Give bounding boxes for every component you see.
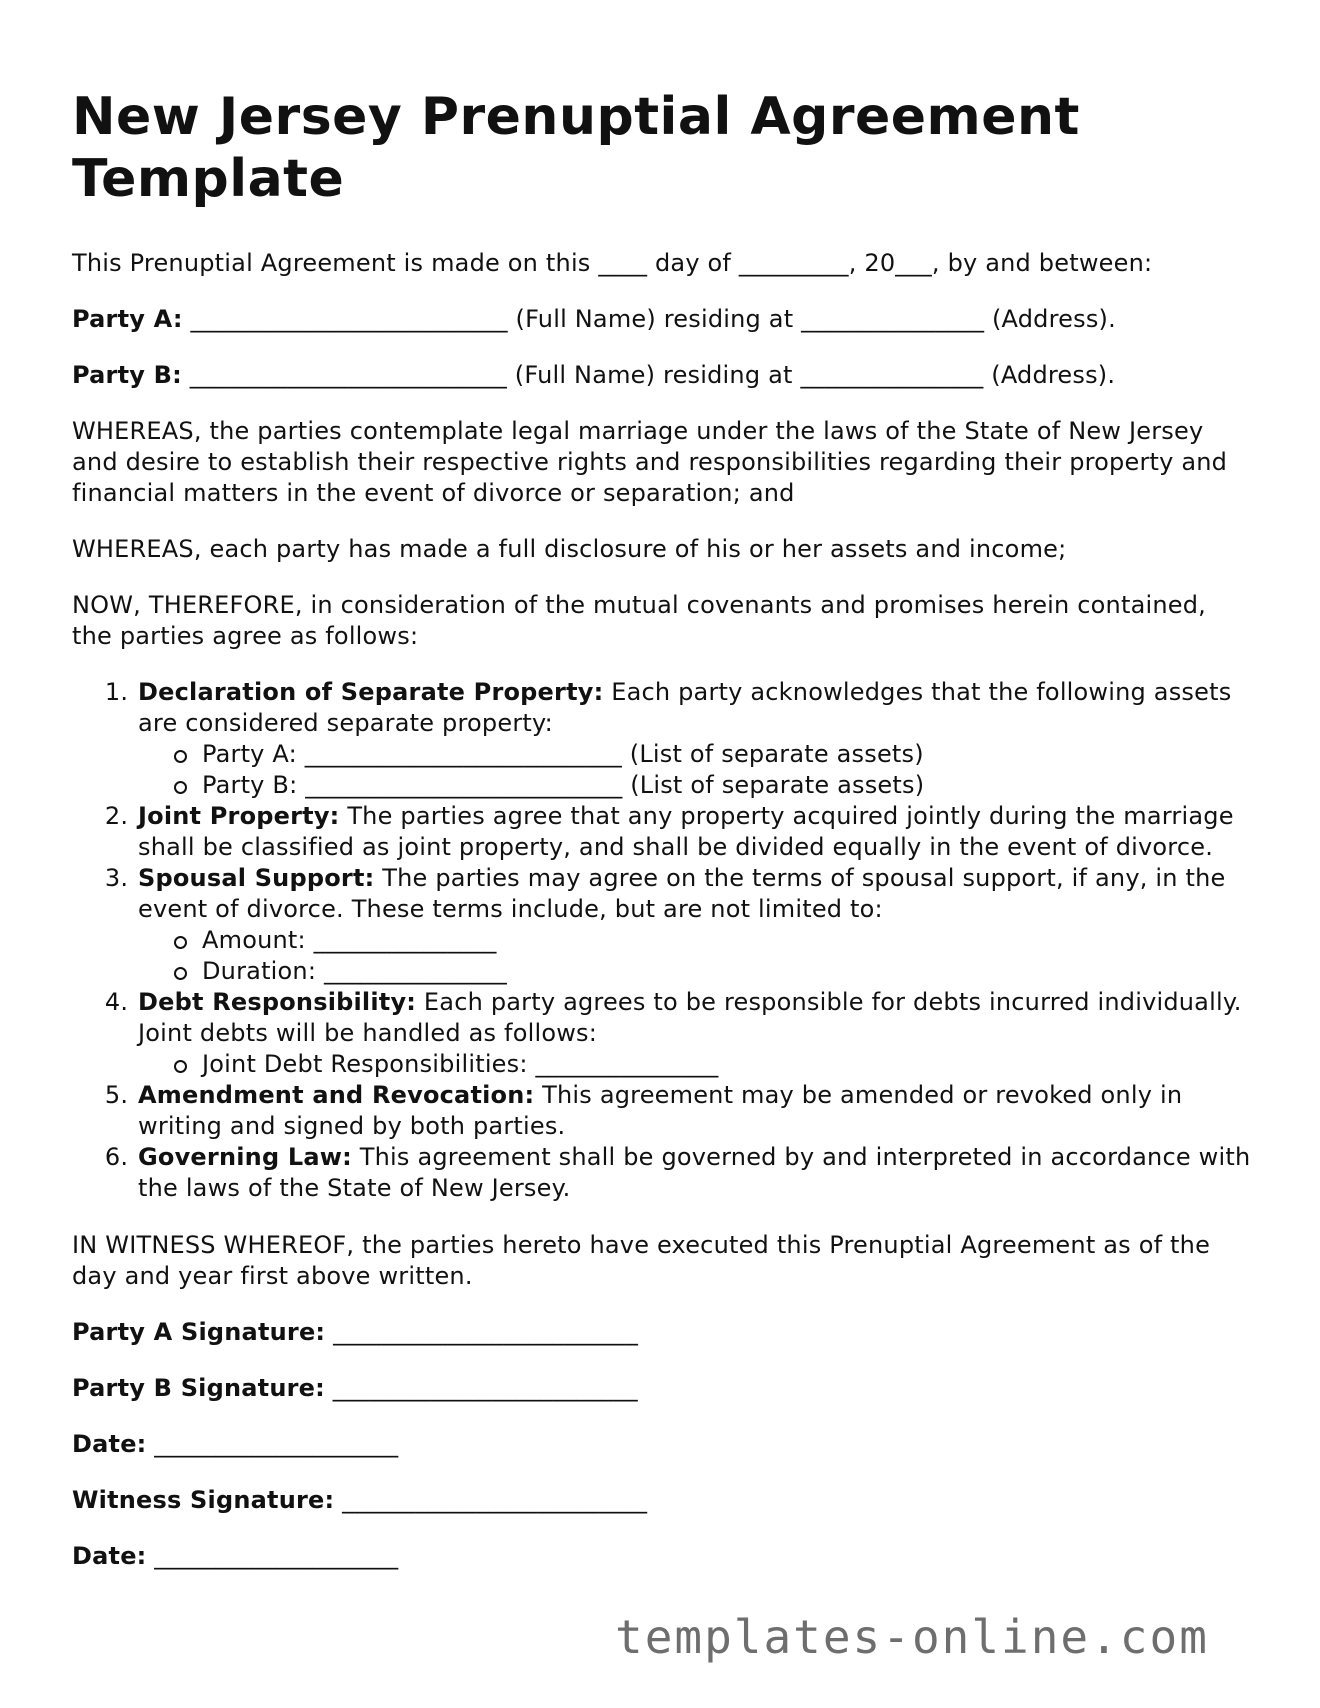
clause-heading: Governing Law: [138, 1143, 352, 1171]
party-a-fields: __________________________ (Full Name) residing at _______________ (Address). [182, 305, 1116, 333]
clause-spousal-support [136, 863, 1252, 987]
document-page [72, 86, 1252, 1597]
signature-blank: _________________________ [324, 1374, 638, 1402]
clause-joint-property [136, 801, 1252, 863]
document-title: New Jersey Prenuptial Agreement Template [72, 87, 1080, 209]
date-blank: ____________________ [146, 1430, 399, 1458]
clause-heading: Declaration of Separate Property: [138, 678, 604, 706]
clauses-list [72, 677, 1252, 1204]
sub-list [138, 1049, 1252, 1080]
sub-item: Party A: __________________________ (List of separate assets) [202, 739, 1252, 770]
date-blank: ____________________ [146, 1542, 399, 1570]
witness-signature-line [72, 1485, 1252, 1516]
signature-label: Party A Signature: [72, 1318, 326, 1346]
witness-clause: IN WITNESS WHEREOF, the parties hereto have executed this Prenuptial Agreement as of the day and year first above written. [72, 1231, 1211, 1290]
signature-blank: _________________________ [325, 1318, 639, 1346]
date-label: Date: [72, 1430, 147, 1458]
sub-item: Joint Debt Responsibilities: _______________ [202, 1049, 1252, 1080]
clause-separate-property [136, 677, 1252, 801]
sub-list [138, 739, 1252, 801]
date-label: Date: [72, 1542, 147, 1570]
signature-label: Witness Signature: [72, 1486, 335, 1514]
clause-text: The parties may agree on the terms of spousal support, if any, in the event of divorce. These terms include, but are not limited to: [138, 864, 1226, 923]
clause-heading: Debt Responsibility: [138, 988, 417, 1016]
clause-heading: Joint Property: [138, 802, 340, 830]
watermark: templates-online.com [615, 1610, 1209, 1664]
clause-heading: Spousal Support: [138, 864, 375, 892]
party-a-label: Party A: [72, 305, 183, 333]
sub-item: Amount: _______________ [202, 925, 1252, 956]
clause-text: This agreement shall be governed by and interpreted in accordance with the laws of the State of New Jersey. [138, 1143, 1251, 1202]
clause-text: This agreement may be amended or revoked only in writing and signed by both parties. [138, 1081, 1183, 1140]
party-a-line [72, 304, 1252, 335]
clause-text: The parties agree that any property acquired jointly during the marriage shall be classified as joint property, and shall be divided equally in the event of divorce. [138, 802, 1234, 861]
signature-label: Party B Signature: [72, 1374, 325, 1402]
clause-amendment-revocation [136, 1080, 1252, 1142]
intro-paragraph: This Prenuptial Agreement is made on this ____ day of _________, 20___, by and between: [72, 249, 1153, 277]
clause-debt-responsibility [136, 987, 1252, 1080]
party-b-fields: __________________________ (Full Name) residing at _______________ (Address). [181, 361, 1116, 389]
sub-list [138, 925, 1252, 987]
now-therefore-paragraph: NOW, THEREFORE, in consideration of the mutual covenants and promises herein contained, the parties agree as follows: [72, 591, 1206, 650]
sub-item: Party B: __________________________ (List of separate assets) [202, 770, 1252, 801]
clause-text: Each party acknowledges that the following assets are considered separate property: [138, 678, 1232, 737]
sub-item: Duration: _______________ [202, 956, 1252, 987]
clause-heading: Amendment and Revocation: [138, 1081, 535, 1109]
party-b-line [72, 360, 1252, 391]
clause-text: Each party agrees to be responsible for debts incurred individually. Joint debts will be handled as follows: [138, 988, 1242, 1047]
party-b-label: Party B: [72, 361, 182, 389]
whereas-paragraph-1: WHEREAS, the parties contemplate legal marriage under the laws of the State of New Jersey and desire to establish their respective rights and responsibilities regarding their property and financial matters in the event of divorce or separation; and [72, 417, 1228, 507]
clause-governing-law [136, 1142, 1252, 1204]
party-b-signature-line [72, 1373, 1252, 1404]
date-line-1 [72, 1429, 1252, 1460]
signature-blank: _________________________ [334, 1486, 648, 1514]
whereas-paragraph-2: WHEREAS, each party has made a full disclosure of his or her assets and income; [72, 535, 1067, 563]
party-a-signature-line [72, 1317, 1252, 1348]
date-line-2 [72, 1541, 1252, 1572]
